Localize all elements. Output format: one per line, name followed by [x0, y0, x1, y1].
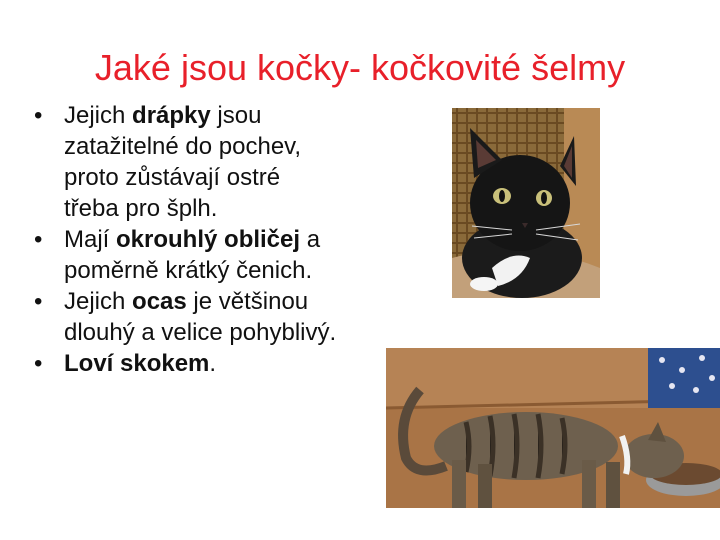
bullet-list — [34, 100, 454, 379]
kitten-photo — [452, 108, 600, 298]
bullet-text: třeba pro šplh. — [64, 195, 218, 222]
bullet-bold-text: drápky — [132, 102, 211, 129]
bullet-text: zatažitelné do pochev, — [64, 133, 302, 160]
bullet-text: a — [300, 226, 321, 253]
bullet-text: poměrně krátký čenich. — [64, 257, 313, 284]
bullet-text: . — [209, 350, 217, 377]
bullet-bold-text: okrouhlý obličej — [116, 226, 301, 253]
bullet-text: Mají — [64, 226, 117, 253]
bullet-item-claws — [34, 100, 454, 224]
bullet-text: Jejich — [64, 288, 133, 315]
bullet-item-face — [34, 224, 454, 286]
bullet-bold-text: ocas — [132, 288, 187, 315]
bullet-text: proto zůstávají ostré — [64, 164, 281, 191]
bullet-item-tail — [34, 286, 454, 348]
bullet-marker: • — [34, 226, 43, 253]
bullet-text: jsou — [210, 102, 262, 129]
bullet-text: je většinou — [186, 288, 309, 315]
slide-title: Jaké jsou kočky- kočkovité šelmy — [94, 47, 626, 88]
bullet-text: dlouhý a velice pohyblivý. — [64, 319, 337, 346]
bullet-item-hunting — [34, 348, 454, 379]
bullet-marker: • — [34, 102, 43, 129]
bullet-bold-text: Loví skokem — [64, 350, 210, 377]
bullet-marker: • — [34, 350, 43, 377]
bullet-marker: • — [34, 288, 43, 315]
bullet-text: Jejich — [64, 102, 133, 129]
